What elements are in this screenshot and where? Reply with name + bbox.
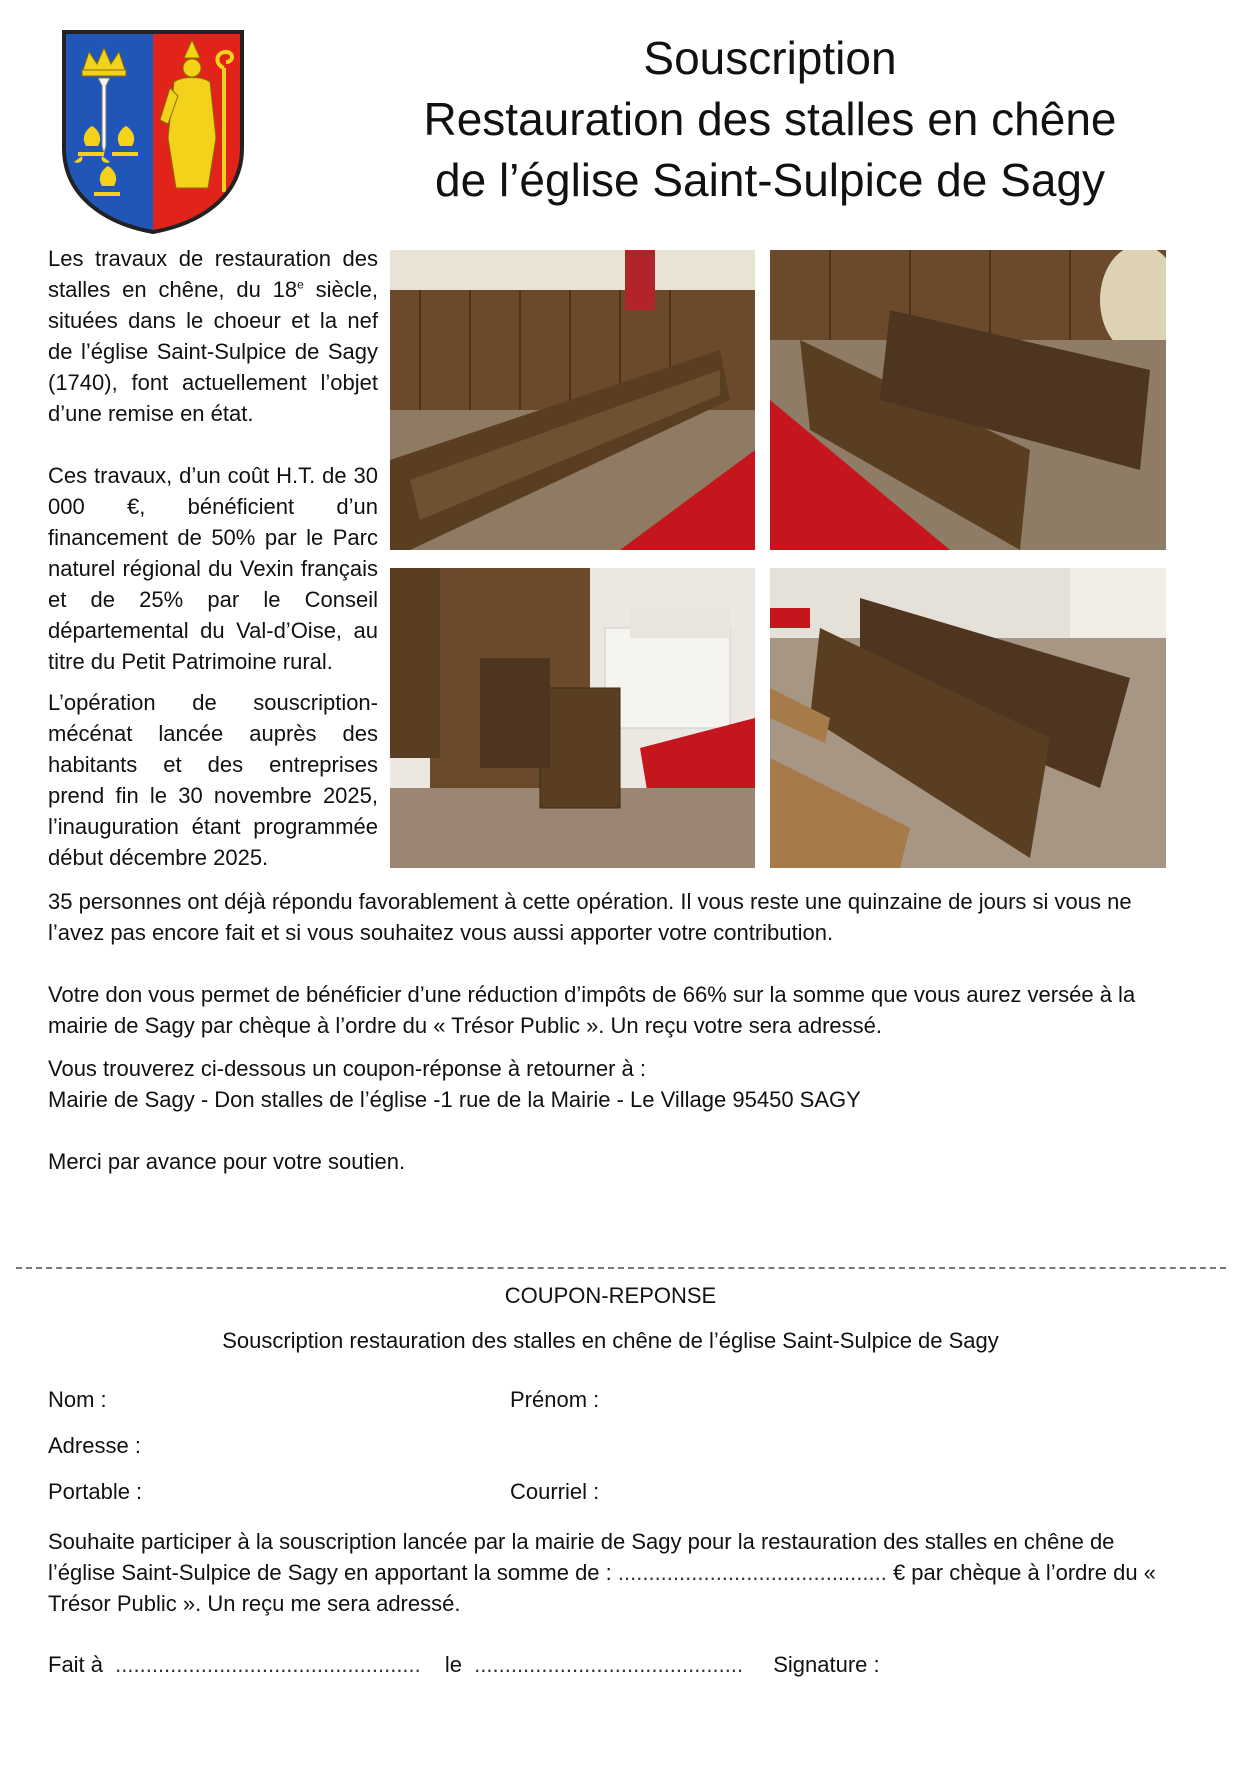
adresse-field[interactable]: Adresse : [48, 1433, 141, 1458]
signature-row [48, 1649, 1173, 1680]
cut-line-divider [16, 1267, 1226, 1269]
coupon-fields [48, 1384, 1173, 1522]
title-line-3: de l’église Saint-Sulpice de Sagy [435, 154, 1105, 206]
body-paragraph-1: 35 personnes ont déjà répondu favorablement à cette opération. Il vous reste une quinzaine de jours si vous ne l’avez pas encore fait et si vous souhaitez vous aussi apporter votre contribution. [48, 889, 1132, 945]
stalls-photo-3 [390, 568, 755, 868]
date-label: le [444, 1652, 463, 1677]
intro-paragraph-3: L’opération de souscription-mécénat lancée auprès des habitants et des entreprises prend fin le 30 novembre 2025, l’inauguration étant programmée début décembre 2025. [48, 690, 378, 870]
title-line-2: Restauration des stalles en chêne [423, 93, 1117, 145]
body-paragraph-2: Votre don vous permet de bénéficier d’une réduction d’impôts de 66% sur la somme que vous aurez versée à la mairie de Sagy par chèque à l’ordre du « Trésor Public ». Un reçu votre sera adressé. [48, 982, 1136, 1038]
reply-coupon [48, 1280, 1173, 1680]
coupon-subtitle: Souscription restauration des stalles en chêne de l’église Saint-Sulpice de Sagy [222, 1328, 999, 1353]
place-field[interactable]: .................................................. [115, 1652, 421, 1677]
date-field[interactable]: ............................................ [474, 1652, 744, 1677]
pledge-statement: Souhaite participer à la souscription lancée par la mairie de Sagy pour la restauration des stalles en chêne de l’église Saint-Sulpice de Sagy en apportant la somme de : ............................................ € par chèque à l’ordre du « Trésor Public ». Un reçu me sera adressé. [48, 1529, 1156, 1616]
intro-paragraph-1: Les travaux de restauration des stalles en chêne, du 18e siècle, situées dans le choeur et la nef de l’église Saint-Sulpice de Sagy (1740), font actuellement l’objet d’une remise en état. [48, 246, 378, 426]
intro-text [48, 243, 378, 904]
intro-paragraph-2: Ces travaux, d’un coût H.T. de 30 000 €, bénéficient d’un financement de 50% par le Parc naturel régional du Vexin français et de 25% par le Conseil départemental du Val-d’Oise, au titre du Petit Patrimoine rural. [48, 463, 378, 674]
thanks-line: Merci par avance pour votre soutien. [48, 1149, 406, 1174]
body-text [48, 886, 1173, 1177]
signature-field[interactable]: Signature : [773, 1652, 880, 1677]
amount-field[interactable]: ............................................ [617, 1560, 887, 1585]
title-line-1: Souscription [643, 32, 897, 84]
stalls-photo-2 [770, 250, 1166, 550]
courriel-field[interactable]: Courriel : [510, 1479, 600, 1504]
portable-field[interactable]: Portable : [48, 1479, 143, 1504]
prenom-field[interactable]: Prénom : [510, 1387, 600, 1412]
fait-a-label: Fait à [48, 1652, 104, 1677]
body-paragraph-3: Vous trouverez ci-dessous un coupon-réponse à retourner à : [48, 1056, 647, 1081]
document-title [380, 28, 1160, 211]
coat-of-arms-image [58, 28, 248, 234]
stalls-photo-1 [390, 250, 755, 550]
coupon-title: COUPON-REPONSE [504, 1283, 717, 1308]
nom-field[interactable]: Nom : [48, 1387, 107, 1412]
stalls-photo-4 [770, 568, 1166, 868]
mailing-address: Mairie de Sagy - Don stalles de l’église -1 rue de la Mairie - Le Village 95450 SAGY [48, 1087, 861, 1112]
